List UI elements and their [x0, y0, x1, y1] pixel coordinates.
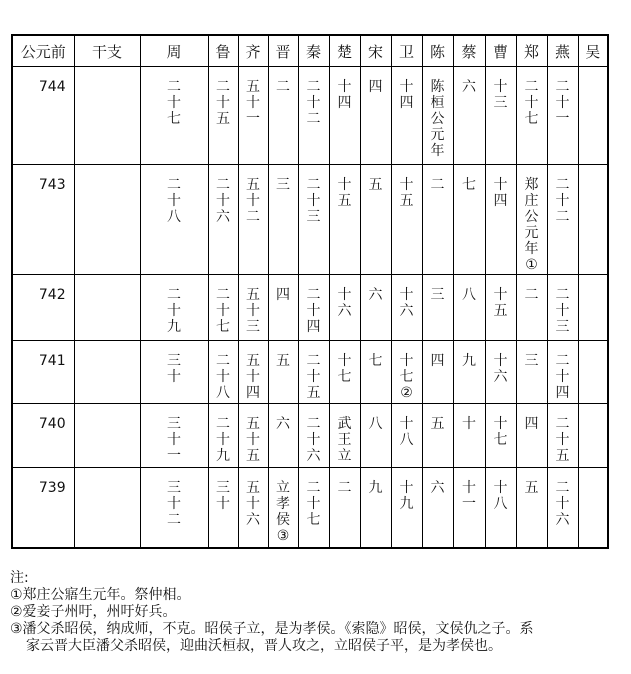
cell-text: 七 — [368, 353, 383, 369]
column-header: 燕 — [547, 35, 578, 67]
cell-text: 陈桓公元年 — [430, 79, 445, 159]
table-cell — [360, 341, 391, 404]
cell-text: 十八 — [493, 480, 508, 512]
table-cell — [268, 165, 298, 275]
cell-text: 二十七 — [167, 79, 181, 127]
note-2: ②爱妾子州吁，州吁好兵。 — [10, 604, 177, 620]
cell-text: 二十五 — [306, 353, 321, 401]
table-body — [12, 67, 608, 548]
column-header: 卫 — [391, 35, 422, 67]
table-row — [12, 468, 608, 548]
cell-text: 十七 — [337, 353, 352, 385]
table-row — [12, 341, 608, 404]
cell-text: 四 — [524, 416, 539, 432]
table-cell — [547, 67, 578, 165]
cell-text: 五 — [276, 353, 290, 369]
cell-text: 三 — [524, 353, 539, 369]
table-cell — [329, 165, 360, 275]
cell-text: 二十三 — [306, 177, 321, 225]
cell-text: 十三 — [493, 79, 508, 111]
table-cell — [238, 341, 268, 404]
cell-text: 六 — [276, 416, 290, 432]
cell-text: 十六 — [493, 353, 508, 385]
cell-text: 九 — [368, 480, 383, 496]
table-cell — [422, 67, 453, 165]
column-header: 楚 — [329, 35, 360, 67]
cell-text: 十五 — [337, 177, 352, 209]
notes-section — [10, 570, 625, 655]
cell-text: 立孝侯③ — [276, 480, 290, 544]
table-cell — [268, 275, 298, 341]
cell-text: 二十二 — [306, 79, 321, 127]
cell-text: 五十四 — [246, 353, 260, 401]
column-header: 周 — [140, 35, 208, 67]
table-cell — [516, 165, 547, 275]
table-cell — [453, 275, 485, 341]
table-cell — [360, 404, 391, 468]
table-cell — [578, 165, 608, 275]
cell-text: 十五 — [399, 177, 414, 209]
table-cell — [329, 341, 360, 404]
cell-text: 六 — [462, 79, 476, 95]
cell-text: 二十八 — [216, 353, 230, 401]
year-cell: 744 — [12, 67, 74, 165]
table-cell — [485, 275, 516, 341]
table-cell — [298, 275, 329, 341]
column-header: 晋 — [268, 35, 298, 67]
cell-text: 二 — [276, 79, 290, 95]
cell-text: 二十七 — [524, 79, 539, 127]
table-cell — [453, 404, 485, 468]
table-cell — [360, 468, 391, 548]
cell-text: 十一 — [462, 480, 476, 512]
table-cell — [208, 67, 238, 165]
table-cell — [140, 165, 208, 275]
table-cell — [422, 468, 453, 548]
table-cell — [329, 275, 360, 341]
cell-text: 二 — [524, 287, 539, 303]
cell-text: 二十一 — [555, 79, 570, 127]
cell-text: 十七 — [493, 416, 508, 448]
column-header: 宋 — [360, 35, 391, 67]
table-cell — [268, 404, 298, 468]
year-cell: 743 — [12, 165, 74, 275]
table-cell — [74, 165, 140, 275]
cell-text: 二十六 — [306, 416, 321, 464]
cell-text: 二 — [430, 177, 445, 193]
table-cell — [485, 165, 516, 275]
table-cell — [268, 468, 298, 548]
cell-text: 五 — [368, 177, 383, 193]
table-cell — [329, 404, 360, 468]
cell-text: 七 — [462, 177, 476, 193]
note-1: ①郑庄公寤生元年。祭仲相。 — [10, 587, 191, 603]
table-cell — [485, 341, 516, 404]
table-cell — [360, 275, 391, 341]
header-row — [12, 35, 608, 67]
cell-text: 五十三 — [246, 287, 260, 335]
column-header: 郑 — [516, 35, 547, 67]
column-header: 公元前 — [12, 35, 74, 67]
table-cell — [268, 67, 298, 165]
cell-text: 八 — [462, 287, 476, 303]
table-cell — [208, 404, 238, 468]
cell-text: 十六 — [399, 287, 414, 319]
table-cell — [74, 67, 140, 165]
table-cell — [140, 275, 208, 341]
cell-text: 十七② — [399, 353, 414, 401]
cell-text: 六 — [368, 287, 383, 303]
table-cell — [298, 67, 329, 165]
cell-text: 三十一 — [167, 416, 181, 464]
cell-text: 四 — [430, 353, 445, 369]
cell-text: 二十七 — [216, 287, 230, 335]
cell-text: 五十六 — [246, 480, 260, 528]
cell-text: 二十七 — [306, 480, 321, 528]
table-cell — [238, 165, 268, 275]
table-cell — [238, 404, 268, 468]
table-cell — [360, 67, 391, 165]
cell-text: 三十二 — [167, 480, 181, 528]
cell-text: 八 — [368, 416, 383, 432]
table-cell — [547, 341, 578, 404]
column-header: 吴 — [578, 35, 608, 67]
cell-text: 九 — [462, 353, 476, 369]
cell-text: 三 — [430, 287, 445, 303]
table-cell — [547, 404, 578, 468]
table-cell — [238, 468, 268, 548]
cell-text: 二十三 — [555, 287, 570, 335]
table-cell — [329, 468, 360, 548]
cell-text: 四 — [368, 79, 383, 95]
table-cell — [547, 165, 578, 275]
table-cell — [453, 67, 485, 165]
table-cell — [516, 341, 547, 404]
table-cell — [74, 468, 140, 548]
cell-text: 二十五 — [555, 416, 570, 464]
column-header: 秦 — [298, 35, 329, 67]
table-cell — [578, 275, 608, 341]
cell-text: 二十六 — [555, 480, 570, 528]
table-cell — [391, 165, 422, 275]
table-cell — [485, 67, 516, 165]
table-cell — [578, 468, 608, 548]
cell-text: 武王立 — [337, 416, 352, 464]
cell-text: 十 — [462, 416, 476, 432]
table-cell — [547, 468, 578, 548]
cell-text: 十四 — [493, 177, 508, 209]
cell-text: 十六 — [337, 287, 352, 319]
cell-text: 二十九 — [167, 287, 181, 335]
cell-text: 十九 — [399, 480, 414, 512]
cell-text: 三十 — [216, 480, 230, 512]
cell-text: 十五 — [493, 287, 508, 319]
table-cell — [453, 468, 485, 548]
cell-text: 四 — [276, 287, 290, 303]
year-cell: 741 — [12, 341, 74, 404]
table-cell — [298, 404, 329, 468]
table-cell — [298, 468, 329, 548]
table-cell — [140, 67, 208, 165]
table-cell — [74, 275, 140, 341]
table-cell — [516, 468, 547, 548]
cell-text: 郑庄公元年① — [524, 177, 539, 273]
column-header: 干支 — [74, 35, 140, 67]
table-cell — [391, 468, 422, 548]
cell-text: 三 — [276, 177, 290, 193]
table-cell — [422, 165, 453, 275]
table-cell — [238, 275, 268, 341]
cell-text: 二十八 — [167, 177, 181, 225]
year-cell: 740 — [12, 404, 74, 468]
table-cell — [329, 67, 360, 165]
cell-text: 二 — [337, 480, 352, 496]
table-cell — [422, 341, 453, 404]
table-cell — [578, 67, 608, 165]
column-header: 蔡 — [453, 35, 485, 67]
table-cell — [298, 165, 329, 275]
table-cell — [208, 341, 238, 404]
cell-text: 二十九 — [216, 416, 230, 464]
table-cell — [578, 341, 608, 404]
table-cell — [453, 165, 485, 275]
cell-text: 五十一 — [246, 79, 260, 127]
cell-text: 五 — [430, 416, 445, 432]
cell-text: 十八 — [399, 416, 414, 448]
cell-text: 五 — [524, 480, 539, 496]
table-cell — [485, 468, 516, 548]
table-row — [12, 165, 608, 275]
column-header: 鲁 — [208, 35, 238, 67]
table-cell — [547, 275, 578, 341]
cell-text: 二十四 — [555, 353, 570, 401]
column-header: 陈 — [422, 35, 453, 67]
cell-text: 二十二 — [555, 177, 570, 225]
table-cell — [516, 404, 547, 468]
table-cell — [140, 404, 208, 468]
table-cell — [74, 341, 140, 404]
table-cell — [140, 468, 208, 548]
cell-text: 三十 — [167, 353, 181, 385]
table-cell — [391, 67, 422, 165]
table-row — [12, 275, 608, 341]
table-cell — [74, 404, 140, 468]
cell-text: 六 — [430, 480, 445, 496]
notes-title: 注: — [10, 570, 29, 586]
year-cell: 739 — [12, 468, 74, 548]
table-cell — [578, 404, 608, 468]
table-row — [12, 67, 608, 165]
table-cell — [422, 404, 453, 468]
table-cell — [298, 341, 329, 404]
column-header: 曹 — [485, 35, 516, 67]
table-cell — [516, 67, 547, 165]
column-header: 齐 — [238, 35, 268, 67]
table-cell — [208, 468, 238, 548]
table-cell — [238, 67, 268, 165]
table-cell — [208, 165, 238, 275]
cell-text: 二十四 — [306, 287, 321, 335]
table-cell — [391, 275, 422, 341]
table-cell — [268, 341, 298, 404]
table-cell — [391, 404, 422, 468]
table-cell — [391, 341, 422, 404]
table-cell — [516, 275, 547, 341]
table-row — [12, 404, 608, 468]
table-cell — [422, 275, 453, 341]
cell-text: 五十二 — [246, 177, 260, 225]
note-3-line-2: 家云晋大臣潘父杀昭侯，迎曲沃桓叔，晋人攻之，立昭侯子平，是为孝侯也。 — [26, 638, 502, 654]
year-cell: 742 — [12, 275, 74, 341]
cell-text: 十四 — [337, 79, 352, 111]
cell-text: 二十五 — [216, 79, 230, 127]
cell-text: 二十六 — [216, 177, 230, 225]
cell-text: 十四 — [399, 79, 414, 111]
chronology-table — [11, 34, 609, 549]
table-cell — [485, 404, 516, 468]
note-3-line-1: ③潘父杀昭侯，纳成师，不克。昭侯子立，是为孝侯。《索隐》昭侯，文侯仇之子。系 — [10, 621, 534, 637]
table-cell — [360, 165, 391, 275]
table-cell — [208, 275, 238, 341]
table-cell — [140, 341, 208, 404]
cell-text: 五十五 — [246, 416, 260, 464]
table-cell — [453, 341, 485, 404]
